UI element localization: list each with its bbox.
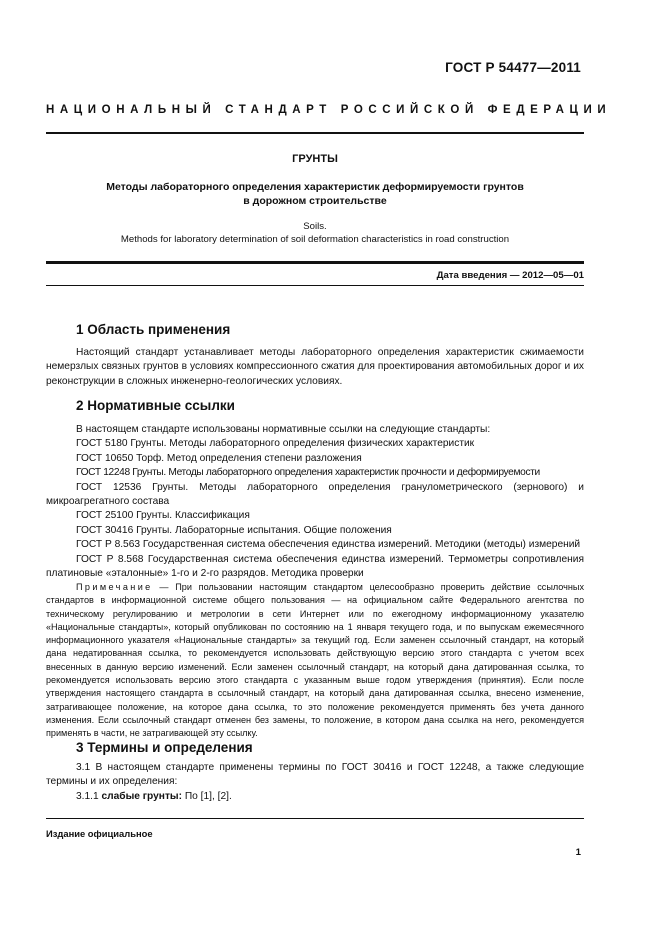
note-block (46, 581, 584, 741)
document-subtitle (46, 180, 584, 208)
reference-item: ГОСТ Р 8.568 Государственная система обеспечения единства измерений. Термометры сопротивления платиновые «эталонные» 1-го и 2-го разрядов. Методика проверки (46, 553, 584, 580)
section-heading: 1 Область применения (76, 322, 231, 337)
reference-item: ГОСТ 30416 Грунты. Лабораторные испытания. Общие положения (76, 524, 392, 536)
term-def: По [1], [2]. (182, 790, 232, 802)
date-divider (46, 285, 584, 286)
english-title-line: Methods for laboratory determination of soil deformation characteristics in road construction (120, 234, 510, 245)
edition-label: Издание официальное (46, 828, 153, 839)
document-title: ГРУНТЫ (292, 153, 338, 165)
note-paragraph (46, 581, 584, 741)
page-number: 1 (575, 847, 581, 858)
section-heading: 3 Термины и определения (76, 740, 253, 755)
paragraph-text: 3.1 В настоящем стандарте применены термины по ГОСТ 30416 и ГОСТ 12248, а также следующие термины и их определения: (46, 762, 584, 788)
footer-divider (46, 818, 584, 819)
reference-item: ГОСТ 12536 Грунты. Методы лабораторного определения гранулометрического (зернового) и микроагрегатного состава (46, 481, 584, 508)
section-paragraph (46, 346, 584, 389)
references-intro: В настоящем стандарте использованы нормативные ссылки на следующие стандарты: (76, 424, 491, 435)
reference-item: ГОСТ Р 8.563 Государственная система обеспечения единства измерений. Методики (методы) измерений (76, 539, 581, 551)
english-title (46, 220, 584, 246)
term-definition (46, 790, 584, 804)
reference-item: ГОСТ 10650 Торф. Метод определения степени разложения (76, 452, 362, 464)
subtitle-line: в дорожном строительстве (243, 195, 387, 207)
term-name: слабые грунты: (101, 790, 183, 802)
subtitle-line: Методы лабораторного определения характеристик деформируемости грунтов (106, 181, 524, 193)
top-divider (46, 132, 584, 134)
title-divider (46, 261, 584, 264)
section-paragraph (46, 761, 584, 804)
reference-item: ГОСТ 25100 Грунты. Классификация (76, 510, 250, 522)
introduction-date: Дата введения — 2012—05—01 (436, 270, 584, 281)
reference-item: ГОСТ 12248 Грунты. Методы лабораторного определения характеристик прочности и деформируемости (76, 467, 540, 479)
gost-number: ГОСТ Р 54477—2011 (445, 60, 581, 75)
paragraph-text: Настоящий стандарт устанавливает методы лабораторного определения характеристик сжимаемости немерзлых связных грунтов в условиях компрессионного сжатия для проектирования автомобильных дорог и их реконструкции в сложных инженерно-геологических условиях. (46, 347, 584, 387)
references-list (46, 423, 584, 581)
note-text: — При пользовании настоящим стандартом целесообразно проверить действие ссылочных стандартов в информационной системе общего пользования — на официальном сайте Федерального агентства по техническому регулированию и метрологии в сети Интернет или по ежегодному информационному указателю «Национальные стандарты», который опубликован по состоянию на 1 января текущего года, и по выпускам ежемесячного информационного указателя «Национальные стандарты» за текущий год. Если заменен ссылочный стандарт, на который дана недатированная ссылка, то рекомендуется использовать действующую версию этого стандарта с учетом всех внесенных в данную версию изменений. Если заменен ссылочный стандарт, на который дана датированная ссылка, то рекомендуется использовать версию этого стандарта с указанным выше годом утверждения (принятия). Если после утверждения настоящего стандарта в ссылочный стандарт, на который дана датированная ссылка, внесено изменение, затрагивающее положение, на которое дана ссылка, то это положение рекомендуется применять без учета данного изменения. Если ссылочный стандарт отменен без замены, то положение, в котором дана ссылка на него, рекомендуется применять в части, не затрагивающей эту ссылку. (46, 582, 584, 739)
national-standard-banner: НАЦИОНАЛЬНЫЙ СТАНДАРТ РОССИЙСКОЙ ФЕДЕРАЦИИ (46, 104, 612, 116)
note-label: Примечание (76, 582, 153, 592)
section-heading: 2 Нормативные ссылки (76, 398, 235, 413)
term-number: 3.1.1 (76, 790, 102, 802)
reference-item: ГОСТ 5180 Грунты. Методы лабораторного определения физических характеристик (76, 438, 475, 450)
english-title-line: Soils. (303, 221, 327, 232)
